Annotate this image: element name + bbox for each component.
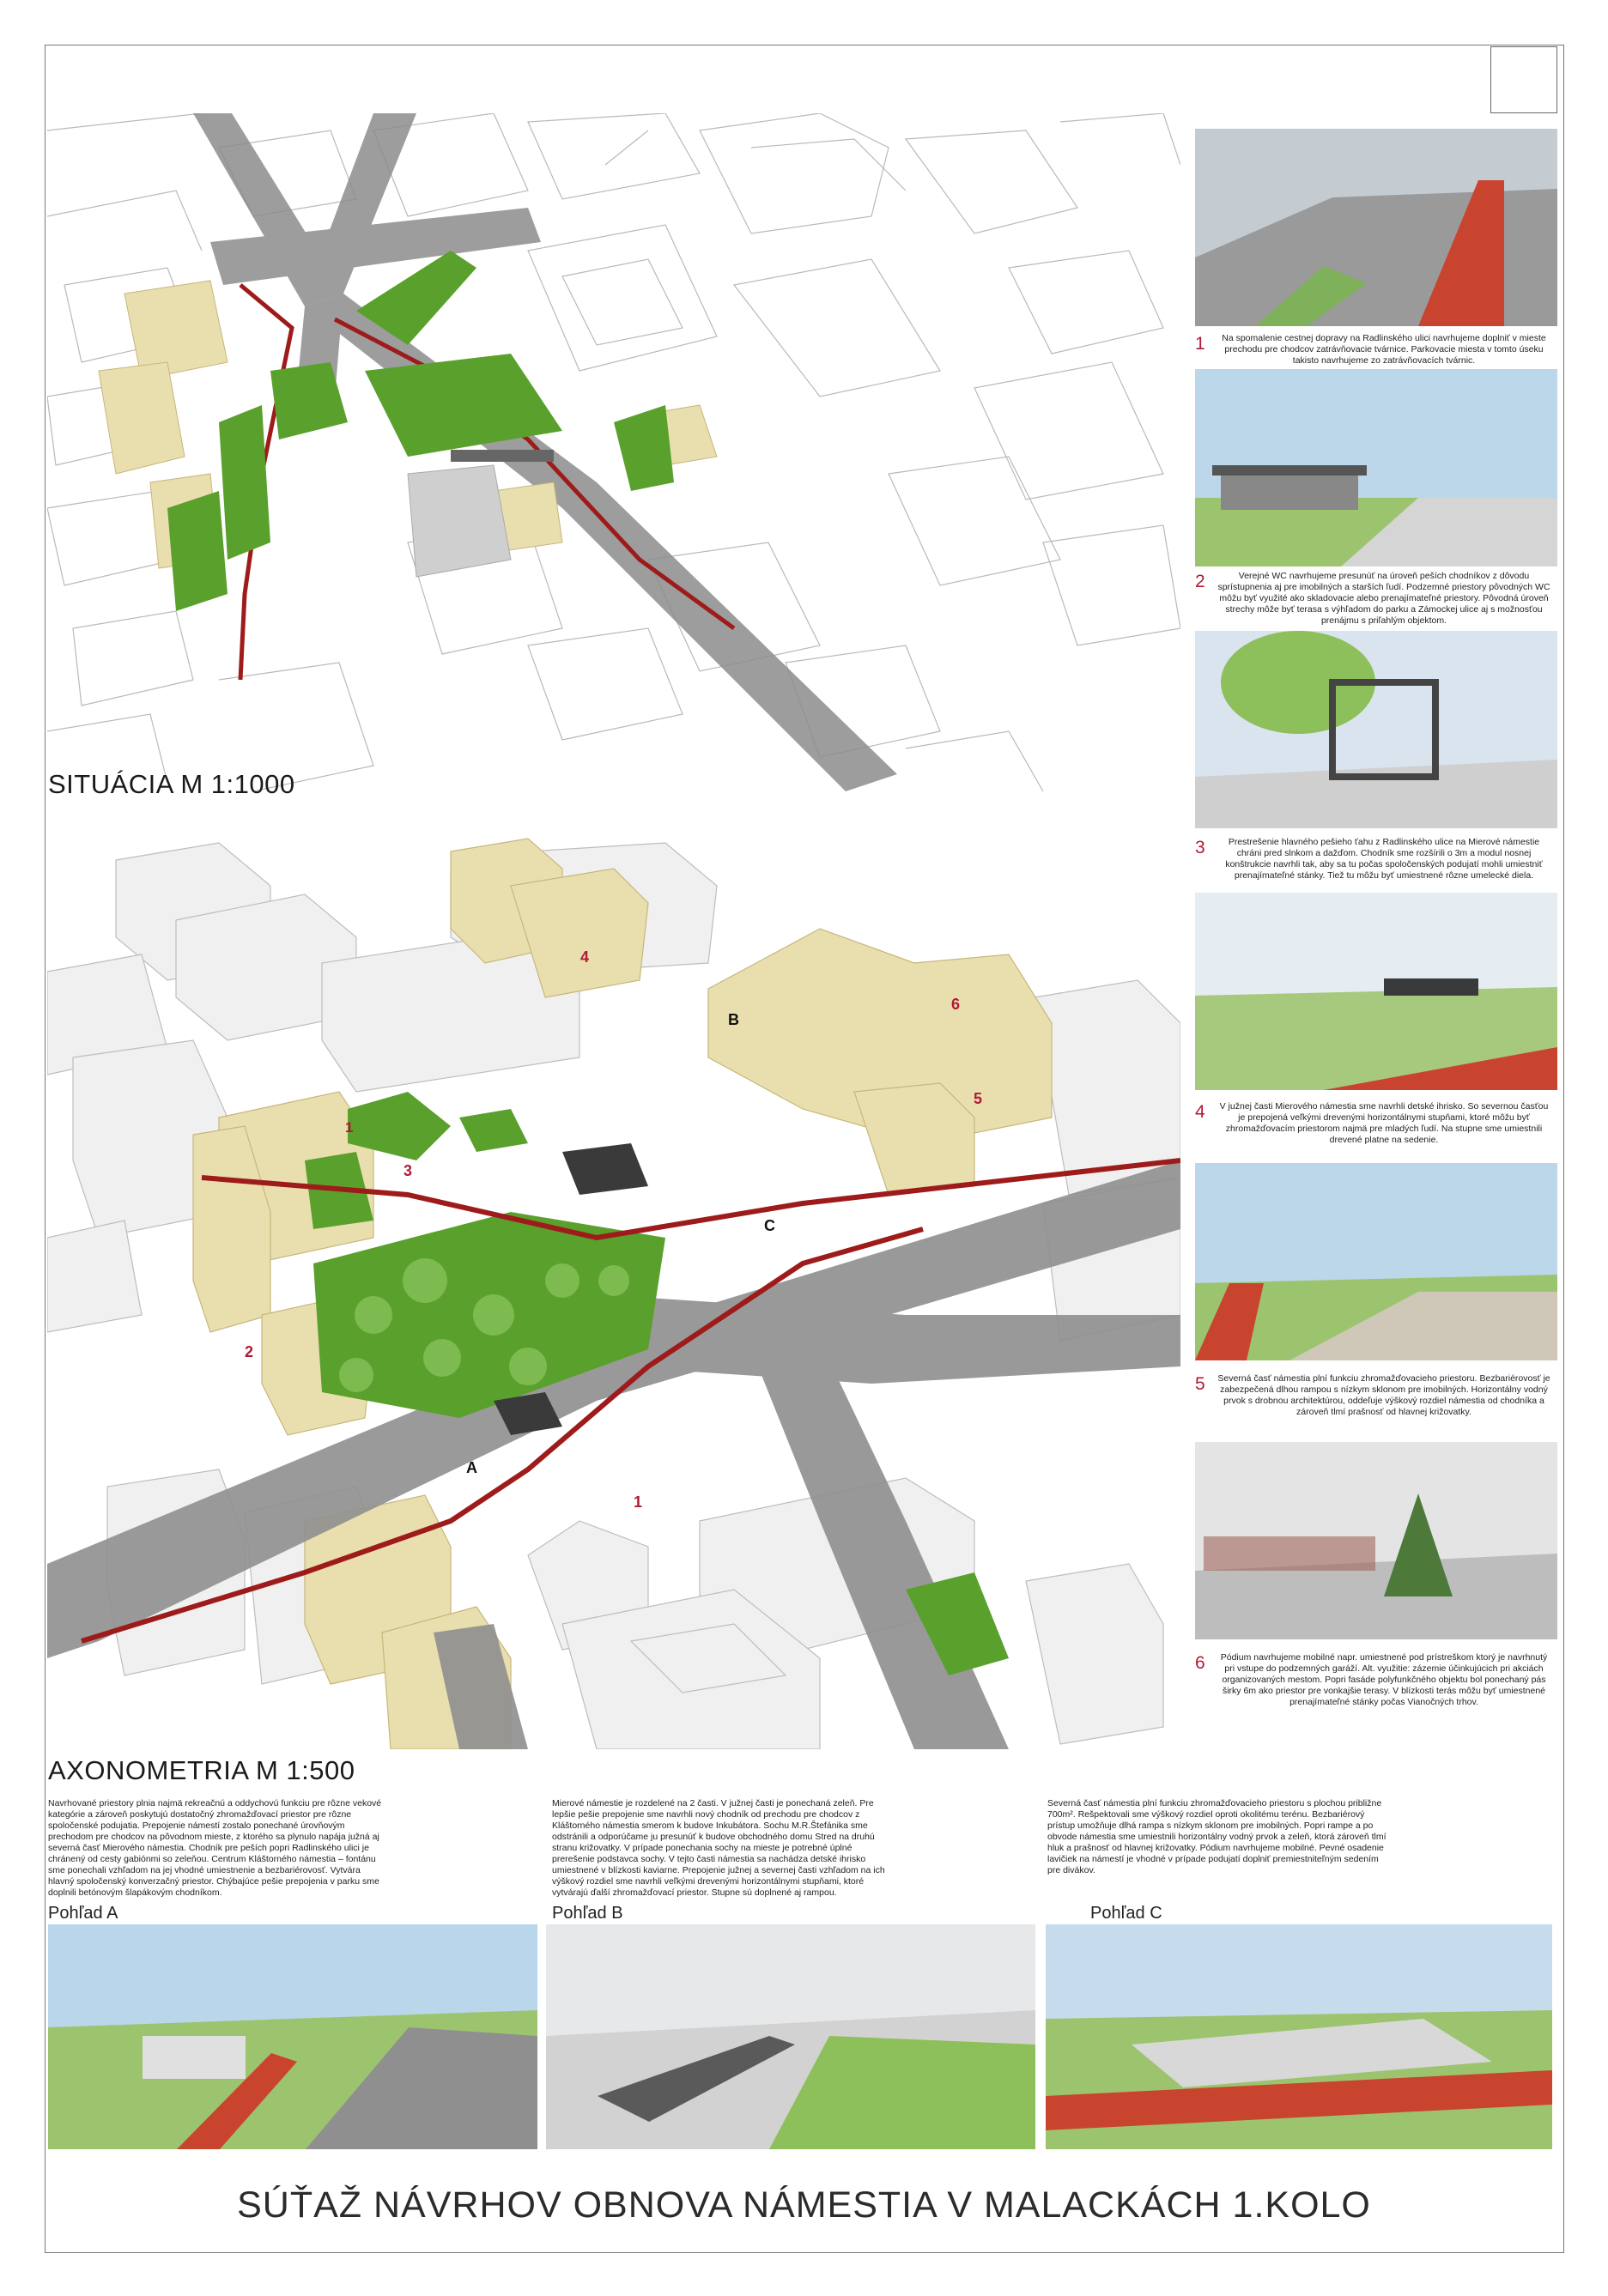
side-render-1 [1195,129,1557,326]
site-plan-label: SITUÁCIA M 1:1000 [48,769,295,799]
axo-marker-6: 6 [951,996,961,1013]
axonometry-drawing [47,834,1180,1749]
view-marker-a: A [466,1459,477,1476]
side-render-2 [1195,369,1557,566]
title-block-box [1490,46,1557,113]
side-render-5 [1195,1163,1557,1360]
view-c-title: Pohľad C [1090,1904,1162,1923]
side-render-3 [1195,631,1557,828]
axonometry-label: AXONOMETRIA M 1:500 [48,1755,355,1785]
view-b-render [546,1924,1035,2149]
view-marker-b: B [728,1011,739,1028]
side-render-6 [1195,1442,1557,1639]
axo-marker-2: 2 [245,1343,254,1360]
view-a-title: Pohľad A [48,1904,118,1923]
sheet-title: SÚŤAŽ NÁVRHOV OBNOVA NÁMESTIA V MALACKÁCH 1.KOLO [237,2184,1371,2226]
site-plan-drawing [47,113,1180,791]
axo-marker-1: 1 [634,1493,643,1511]
axo-marker-3: 3 [404,1162,413,1179]
axo-marker-1: 1 [345,1119,354,1136]
description-paragraph-c: Severná časť námestia plní funkciu zhromažďovacieho priestoru s plochou približne 700m². Rešpektovali sme výškový rozdiel oproti okolitému terénu. Bezbariérový prístup umožňuje dlhá rampa s nízkym sklonom pre imobilných. Popri rampe a po obvode námestia sme umiestnili horizontálny vodný prvok a zeleň, ktorá zároveň tlmí hluk a prašnosť od hlavnej križovatky. Pódium navrhujeme mobilné. Pevné osadenie lavičiek na námestí je vhodné v prípade podujatí doplniť premiestniteľným sedením pre divákov. [1047,1798,1387,1875]
view-marker-c: C [764,1217,775,1234]
axo-marker-4: 4 [580,948,590,966]
description-paragraph-a: Navrhované priestory plnia najmä rekreačnú a oddychovú funkciu pre rôzne vekové kategórie a zároveň poskytujú dostatočný zhromažďovací priestor pre rôzne spoločenské podujatia. Prepojenie námestí zostalo ponechané úrovňovým prechodom pre chodcov na pôvodnom mieste, z ktorého sa plynulo napája južná aj severná časť Mierového námestia. Chodník pre peších popri Radlinského ulici je chránený od cesty gabiónmi so zeleňou. Centrum Kláštorného námestia – fontánu sme ponechali vzhľadom na jej vhodné umiestnenie a bezbariérovosť. Vytvára hlavný spoločenský konverzačný priestor. Chýbajúce pešie prepojenia v parku sme doplnili betónovým šlapákovým chodníkom. [48,1798,382,1898]
side-render-4 [1195,893,1557,1090]
description-paragraph-b: Mierové námestie je rozdelené na 2 časti. V južnej časti je ponechaná zeleň. Pre lepšie pešie prepojenie sme navrhli nový chodník od prechodu pre chodcov z Kláštorného námestia smerom k budove Inkubátora. Sochu M.R.Štefánika sme odstránili a odporúčame ju presunúť k budove obchodného domu Stred na druhú stranu križovatky. V prípade ponechania sochy na mieste je potrebné úplné prerešenie podstavca sochy. V tejto časti námestia sa nachádza detské ihrisko umiestnené v blízkosti kaviarne. Prepojenie južnej a severnej časti vzhľadom na ich výškový rozdiel sme navrhli veľkými drevenými horizontálnymi stupňami, ktoré vytvárajú ďalší zhromažďovací priestor. Stupne sú doplnené aj rampou. [552,1798,885,1898]
view-a-render [48,1924,537,2149]
view-b-title: Pohľad B [552,1904,623,1923]
view-c-render [1046,1924,1552,2149]
axo-marker-5: 5 [974,1090,983,1107]
